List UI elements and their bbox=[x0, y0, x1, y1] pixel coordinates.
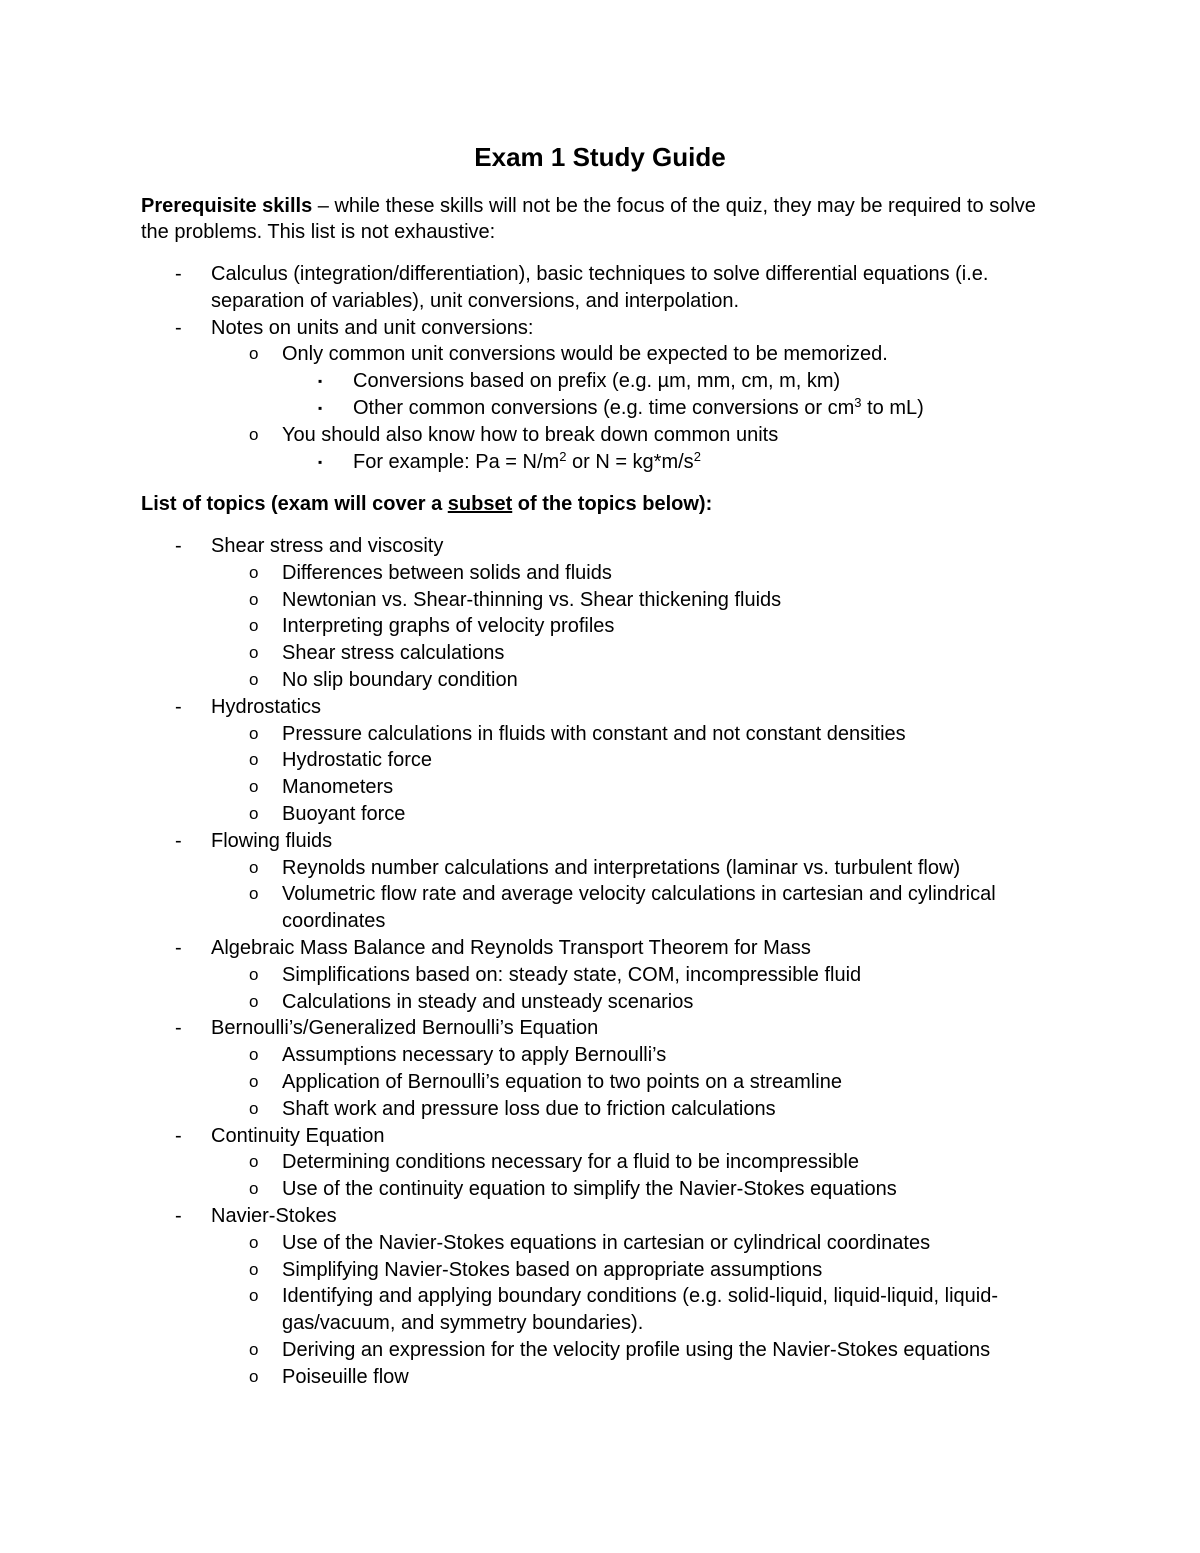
subtopic-item bbox=[0, 1364, 1062, 1391]
circle-bullet: o bbox=[249, 616, 259, 636]
circle-bullet: o bbox=[249, 1098, 259, 1118]
circle-bullet: o bbox=[249, 991, 259, 1011]
subtopic-item bbox=[0, 1176, 1062, 1203]
sub-list-item bbox=[0, 422, 1062, 449]
subtopic-item bbox=[0, 1069, 1062, 1096]
circle-bullet: o bbox=[249, 884, 259, 904]
subtopic-item bbox=[0, 640, 1062, 667]
text-part: For example: Pa = N/m bbox=[353, 450, 560, 473]
subtopic-label: Application of Bernoulli’s equation to two points on a streamline bbox=[282, 1070, 842, 1093]
subtopic-item bbox=[0, 587, 1062, 614]
subtopic-label: Determining conditions necessary for a fluid to be incompressible bbox=[282, 1151, 859, 1174]
square-bullet: ▪ bbox=[318, 374, 323, 389]
topic-item bbox=[0, 935, 1061, 962]
subtopic-label: Deriving an expression for the velocity profile using the Navier-Stokes equations bbox=[282, 1338, 991, 1361]
topic-label: Shear stress and viscosity bbox=[211, 535, 444, 557]
sub-sub-list-item bbox=[0, 395, 1063, 422]
subtopic-label: Reynolds number calculations and interpretations (laminar vs. turbulent flow) bbox=[282, 856, 961, 879]
circle-bullet: o bbox=[249, 964, 259, 984]
subtopic-label: Use of the Navier-Stokes equations in cartesian or cylindrical coordinates bbox=[282, 1231, 931, 1254]
list-item-text bbox=[353, 394, 924, 419]
subtopic-label: Assumptions necessary to apply Bernoulli’s bbox=[282, 1044, 667, 1067]
subtopic-item bbox=[0, 1283, 1062, 1337]
dash-bullet: - bbox=[175, 695, 182, 718]
square-bullet: ▪ bbox=[318, 400, 323, 415]
circle-bullet: o bbox=[249, 424, 259, 444]
list-item-text: You should also know how to break down common units bbox=[282, 423, 779, 446]
circle-bullet: o bbox=[249, 562, 259, 582]
intro-text: – while these skills will not be the focus of the quiz, they may be required to solve the problems. This list is not exhaustive: bbox=[141, 195, 1036, 243]
subtopic-label: Pressure calculations in fluids with constant and not constant densities bbox=[282, 722, 906, 745]
subtopic-label: Differences between solids and fluids bbox=[282, 561, 612, 584]
intro-paragraph bbox=[141, 193, 1061, 245]
subtopic-item bbox=[0, 855, 1062, 882]
list-item bbox=[0, 261, 1061, 315]
circle-bullet: o bbox=[249, 1045, 259, 1065]
subtopic-item bbox=[0, 774, 1062, 801]
subtopic-item bbox=[0, 1096, 1062, 1123]
circle-bullet: o bbox=[249, 1152, 259, 1172]
dash-bullet: - bbox=[175, 936, 182, 959]
circle-bullet: o bbox=[249, 777, 259, 797]
circle-bullet: o bbox=[249, 643, 259, 663]
sub-list-item bbox=[0, 341, 1062, 368]
subtopic-item bbox=[0, 721, 1062, 748]
topic-item bbox=[0, 1203, 1061, 1230]
circle-bullet: o bbox=[249, 1232, 259, 1252]
circle-bullet: o bbox=[249, 1259, 259, 1279]
prerequisite-list bbox=[0, 261, 1200, 475]
topic-item bbox=[0, 1015, 1061, 1042]
dash-bullet: - bbox=[175, 1124, 182, 1147]
subtopic-item bbox=[0, 1042, 1062, 1069]
subtopic-item bbox=[0, 747, 1062, 774]
subtopic-item bbox=[0, 989, 1062, 1016]
text-part: of the topics below): bbox=[512, 493, 713, 515]
dash-bullet: - bbox=[175, 316, 182, 339]
dash-bullet: - bbox=[175, 535, 182, 557]
subtopic-label: Volumetric flow rate and average velocity calculations in cartesian and cylindrical coordinates bbox=[282, 883, 996, 933]
dash-bullet: - bbox=[175, 829, 182, 852]
circle-bullet: o bbox=[249, 750, 259, 770]
subtopic-item bbox=[0, 1257, 1062, 1284]
subtopic-label: Buoyant force bbox=[282, 802, 406, 825]
subtopic-label: No slip boundary condition bbox=[282, 668, 518, 691]
circle-bullet: o bbox=[249, 803, 259, 823]
circle-bullet: o bbox=[249, 1366, 259, 1386]
subtopic-label: Newtonian vs. Shear-thinning vs. Shear thickening fluids bbox=[282, 588, 782, 611]
subtopic-label: Interpreting graphs of velocity profiles bbox=[282, 615, 615, 638]
subtopic-label: Manometers bbox=[282, 776, 394, 799]
subtopic-item bbox=[0, 1230, 1062, 1257]
dash-bullet: - bbox=[175, 1204, 182, 1227]
text-part: Other common conversions (e.g. time conversions or cm bbox=[353, 396, 855, 419]
subtopic-label: Poiseuille flow bbox=[282, 1365, 409, 1388]
text-part: to mL) bbox=[861, 396, 924, 419]
subtopic-label: Shear stress calculations bbox=[282, 642, 505, 665]
topic-label: Bernoulli’s/Generalized Bernoulli’s Equation bbox=[211, 1017, 599, 1040]
superscript: 2 bbox=[693, 448, 701, 464]
topic-label: Continuity Equation bbox=[211, 1124, 385, 1147]
subtopic-label: Simplifications based on: steady state, COM, incompressible fluid bbox=[282, 963, 862, 986]
list-item-text bbox=[353, 448, 701, 473]
circle-bullet: o bbox=[249, 1286, 259, 1306]
topic-item bbox=[0, 1123, 1061, 1150]
topics-list bbox=[0, 533, 1200, 1391]
subtopic-item bbox=[0, 1337, 1062, 1364]
underlined-word: subset bbox=[447, 493, 513, 515]
circle-bullet: o bbox=[249, 1339, 259, 1359]
circle-bullet: o bbox=[249, 1179, 259, 1199]
topic-label: Hydrostatics bbox=[211, 695, 322, 718]
superscript: 3 bbox=[854, 394, 862, 410]
text-part: List of topics (exam will cover a bbox=[141, 493, 448, 515]
subtopic-label: Simplifying Navier-Stokes based on appropriate assumptions bbox=[282, 1258, 823, 1281]
subtopic-label: Use of the continuity equation to simplify the Navier-Stokes equations bbox=[282, 1178, 897, 1201]
subtopic-label: Identifying and applying boundary conditions (e.g. solid-liquid, liquid-liquid, liquid-gas/vacuum, and symmetry boundaries). bbox=[282, 1285, 998, 1335]
list-item bbox=[0, 315, 1061, 342]
page-title: Exam 1 Study Guide bbox=[474, 142, 726, 172]
subtopic-label: Hydrostatic force bbox=[282, 749, 433, 772]
subtopic-item bbox=[0, 1149, 1062, 1176]
list-item-text: Notes on units and unit conversions: bbox=[211, 316, 534, 339]
topics-heading bbox=[141, 491, 712, 517]
list-item-text: Calculus (integration/differentiation), basic techniques to solve differential equations (i.e. separation of variables), unit conversions, and interpolation. bbox=[211, 263, 989, 312]
square-bullet: ▪ bbox=[318, 454, 323, 469]
circle-bullet: o bbox=[249, 344, 259, 364]
topic-item bbox=[0, 828, 1061, 855]
superscript: 2 bbox=[559, 448, 567, 464]
subtopic-label: Calculations in steady and unsteady scenarios bbox=[282, 990, 694, 1013]
circle-bullet: o bbox=[249, 669, 259, 689]
subtopic-item bbox=[0, 667, 1062, 694]
topic-label: Navier-Stokes bbox=[211, 1204, 337, 1227]
subtopic-item bbox=[0, 962, 1062, 989]
sub-sub-list-item bbox=[0, 449, 1063, 476]
topic-item bbox=[0, 694, 1061, 721]
circle-bullet: o bbox=[249, 723, 259, 743]
circle-bullet: o bbox=[249, 589, 259, 609]
text-part: or N = kg*m/s bbox=[566, 450, 694, 473]
dash-bullet: - bbox=[175, 263, 182, 285]
subtopic-label: Shaft work and pressure loss due to friction calculations bbox=[282, 1097, 776, 1120]
sub-sub-list-item bbox=[0, 368, 1063, 395]
topic-item bbox=[0, 533, 1061, 560]
subtopic-item bbox=[0, 801, 1062, 828]
list-item-text: Conversions based on prefix (e.g. µm, mm, cm, m, km) bbox=[353, 370, 841, 393]
intro-bold-label: Prerequisite skills bbox=[141, 195, 313, 217]
circle-bullet: o bbox=[249, 1071, 259, 1091]
dash-bullet: - bbox=[175, 1017, 182, 1040]
topic-label: Algebraic Mass Balance and Reynolds Transport Theorem for Mass bbox=[211, 936, 811, 959]
list-item-text: Only common unit conversions would be expected to be memorized. bbox=[282, 343, 888, 366]
topic-label: Flowing fluids bbox=[211, 829, 333, 852]
subtopic-item bbox=[0, 613, 1062, 640]
subtopic-item bbox=[0, 560, 1062, 587]
subtopic-item bbox=[0, 881, 1062, 935]
circle-bullet: o bbox=[249, 857, 259, 877]
